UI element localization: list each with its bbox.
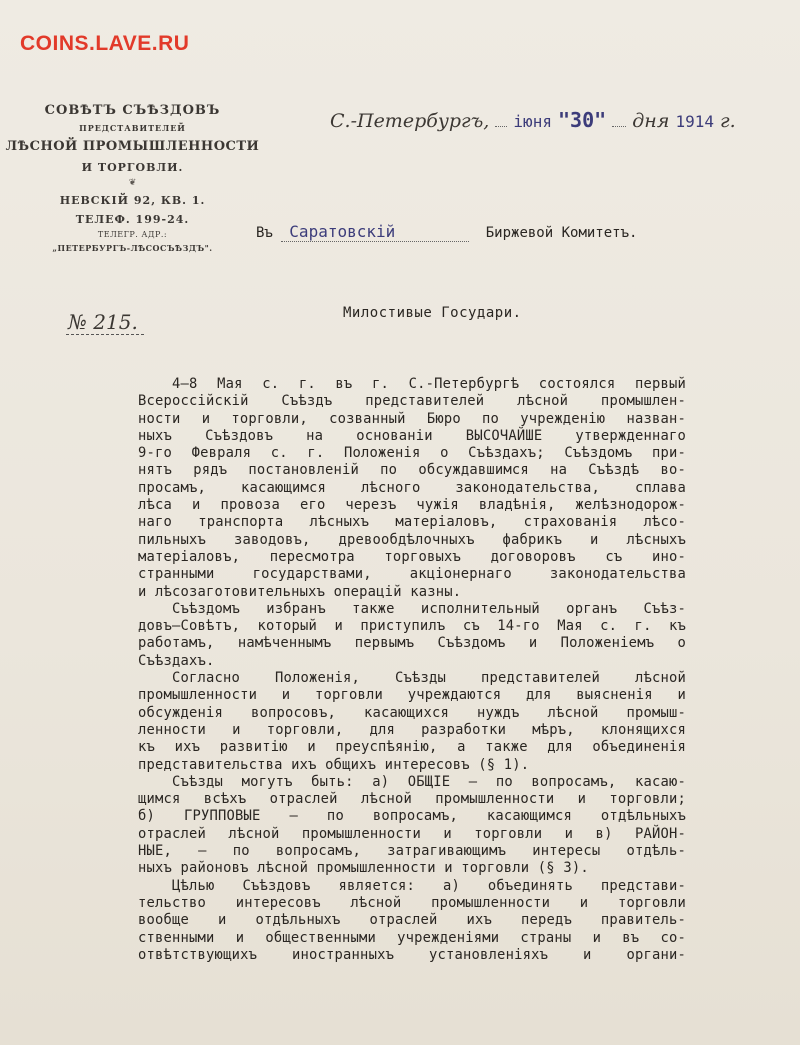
body-line: къ ихъ развитію и преуспѣянію, а также для объединенія <box>138 739 686 756</box>
body-line: ленности и торговли, для разработки мѣръ, клонящихся <box>138 721 686 738</box>
body-line: вообще и отдѣльныхъ отраслей ихъ передъ правитель- <box>138 912 686 929</box>
letterhead-address: НЕВСКІЙ 92, КВ. 1. <box>59 194 206 207</box>
body-line: лѣса и провоза его черезъ чужія владѣнія, желѣзнодорож- <box>138 497 686 514</box>
letterhead-line-1: СОВѢТЪ СЪѢЗДОВЪ <box>44 103 221 118</box>
body-line: пильныхъ заводовъ, древообдѣлочныхъ фабрикъ и лѣсныхъ <box>138 531 686 548</box>
body-line: матеріаловъ, пересмотра торговыхъ договоровъ съ ино- <box>138 548 686 565</box>
address-suffix: Биржевой Комитетъ. <box>485 225 638 241</box>
body-line: нятъ рядъ постановленій по обсуждавшимся на Съѣздѣ во- <box>138 462 686 479</box>
body-line: работамъ, намѣченнымъ первымъ Съѣздомъ и Положеніемъ о <box>138 635 686 652</box>
body-line: Съѣздахъ. <box>138 652 215 669</box>
letterhead-telegraph: „ПЕТЕРБУРГЪ-ЛѢСОСЪѢЗДЪ". <box>52 243 213 253</box>
address-prefix: Въ <box>256 225 273 241</box>
body-line: промышленности и торговли учреждаются для выясненія и <box>138 687 686 704</box>
recipient-line <box>256 222 637 242</box>
body-line: щимся всѣхъ отраслей лѣсной промышленности и торговли; <box>138 791 686 808</box>
body-line: странными государствами, акціонернаго законодательства <box>138 566 686 583</box>
body-line: 9-го Февраля с. г. Положенія о Съѣздахъ; Съѣздомъ при- <box>138 445 686 462</box>
date-gap <box>495 126 507 127</box>
salutation: Милостивые Государи. <box>343 305 522 321</box>
body-line: Всероссійскій Съѣздъ представителей лѣсной промышлен- <box>138 393 686 410</box>
body-line: наго транспорта лѣсныхъ матеріаловъ, страхованія лѣсо- <box>138 514 686 531</box>
letterhead-phone: ТЕЛЕФ. 199-24. <box>75 213 190 226</box>
date-gap-2 <box>612 126 626 127</box>
body-line: Цѣлью Съѣздовъ является: а) объединять представи- <box>172 877 686 894</box>
body-line: отраслей лѣсной промышленности и торговли и в) РАЙОН- <box>138 825 686 842</box>
letter-body <box>138 376 686 964</box>
date-city: С.-Петербургъ, <box>330 110 490 132</box>
date-year-suffix: г. <box>720 110 736 132</box>
body-line: 4—8 Мая с. г. въ г. С.-Петербургѣ состоялся первый <box>172 376 686 392</box>
body-line: Съѣзды могутъ быть: а) ОБЩІЕ — по вопросамъ, касаю- <box>172 773 686 790</box>
body-line: Съѣздомъ избранъ также исполнительный органъ Съѣз- <box>172 600 686 617</box>
letterhead-line-2: ПРЕДСТАВИТЕЛЕЙ <box>79 123 186 133</box>
site-watermark: COINS.LAVE.RU <box>20 32 190 55</box>
body-line: Согласно Положенія, Съѣзды представителей лѣсной <box>172 670 686 687</box>
body-line: представительства ихъ общихъ интересовъ (§ 1). <box>138 756 530 773</box>
letterhead <box>0 95 265 253</box>
body-line: и лѣсозаготовительныхъ операцій казны. <box>138 583 462 600</box>
body-line: просамъ, касающимся лѣсного законодательства, сплава <box>138 479 686 496</box>
letterhead-line-3: ЛѢСНОЙ ПРОМЫШЛЕННОСТИ <box>5 139 260 154</box>
ornament-divider-icon: ❦ <box>128 178 137 188</box>
body-line: б) ГРУППОВЫЕ — по вопросамъ, касающимся отдѣльныхъ <box>138 808 686 825</box>
recipient-name: Саратовскій <box>281 222 469 242</box>
document-number: № 215. <box>66 310 144 335</box>
letterhead-line-4: И ТОРГОВЛИ. <box>81 161 184 174</box>
date-month: іюня <box>513 112 552 131</box>
date-day: "30" <box>558 108 607 132</box>
dateline <box>330 108 780 132</box>
letterhead-telegraph-label: ТЕЛЕГР. АДР.: <box>97 230 168 239</box>
body-line: ности и торговли, созванный Бюро по учрежденію назван- <box>138 410 686 427</box>
body-line: ныхъ районовъ лѣсной промышленности и торговли (§ 3). <box>138 860 589 877</box>
body-line: тельство интересовъ лѣсной промышленности и торговли <box>138 894 686 911</box>
body-line: ственными и общественными учрежденіями страны и въ со- <box>138 929 686 946</box>
date-year: 1914 <box>675 112 714 131</box>
date-day-word: дня <box>632 110 670 132</box>
body-line: НЫЕ, — по вопросамъ, затрагивающимъ интересы отдѣль- <box>138 843 686 860</box>
body-line: довъ—Совѣтъ, который и приступилъ съ 14-го Мая с. г. къ <box>138 618 686 635</box>
body-line: отвѣтствующихъ иностранныхъ установленіяхъ и органи- <box>138 946 686 963</box>
body-line: обсужденія вопросовъ, касающихся нуждъ лѣсной промыш- <box>138 704 686 721</box>
body-line: ныхъ Съѣздовъ на основаніи ВЫСОЧАЙШЕ утвержденнаго <box>138 427 686 444</box>
